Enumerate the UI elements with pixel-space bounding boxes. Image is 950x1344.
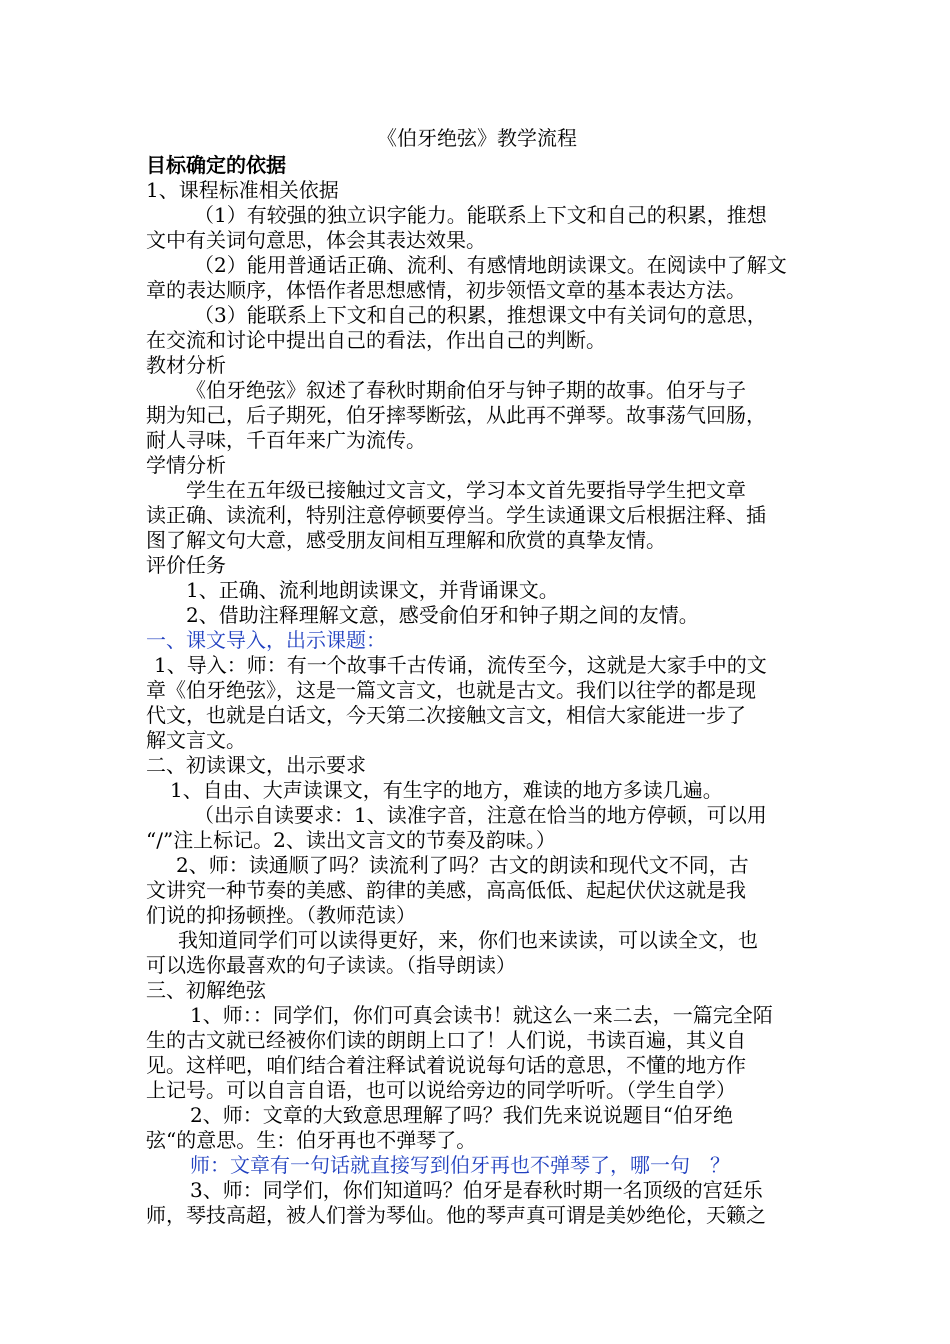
text-line: （2）能用普通话正确、流利、有感情地朗读课文。在阅读中了解文 bbox=[194, 253, 787, 277]
document-page bbox=[146, 124, 808, 1228]
text-line: 解文言文。 bbox=[146, 728, 246, 752]
subsection-heading: 二、初读课文，出示要求 bbox=[146, 753, 366, 777]
text-line: 文中有关词句意思，体会其表达效果。 bbox=[146, 228, 486, 252]
text-line: （1）有较强的独立识字能力。能联系上下文和自己的积累，推想 bbox=[194, 203, 767, 227]
text-line: 1、师：：同学们，你们可真会读书！就这么一来二去，一篇完全陌 bbox=[190, 1003, 773, 1027]
text-line: 图了解文句大意，感受朋友间相互理解和欣赏的真挚友情。 bbox=[146, 528, 666, 552]
text-line: 《伯牙绝弦》叙述了春秋时期俞伯牙与钟子期的故事。伯牙与子 bbox=[186, 378, 746, 402]
text-line: 1、课程标准相关依据 bbox=[146, 178, 339, 202]
text-line: 期为知己，后子期死，伯牙摔琴断弦，从此再不弹琴。故事荡气回肠， bbox=[146, 403, 766, 427]
text-line: 读正确、读流利，特别注意停顿要停当。学生读通课文后根据注释、插 bbox=[146, 503, 766, 527]
section-heading: 目标确定的依据 bbox=[146, 153, 286, 177]
text-line: 章的表达顺序，体悟作者思想感情，初步领悟文章的基本表达方法。 bbox=[146, 278, 746, 302]
subsection-heading: 评价任务 bbox=[146, 553, 226, 577]
text-line: 耐人寻味，千百年来广为流传。 bbox=[146, 428, 426, 452]
document-title: 《伯牙绝弦》教学流程 bbox=[377, 126, 577, 150]
text-line: 我知道同学们可以读得更好，来，你们也来读读，可以读全文，也 bbox=[178, 928, 758, 952]
text-line: 2、师：读通顺了吗？读流利了吗？古文的朗读和现代文不同，古 bbox=[176, 853, 749, 877]
text-line: 1、正确、流利地朗读课文，并背诵课文。 bbox=[186, 578, 559, 602]
text-line: （3）能联系上下文和自己的积累，推想课文中有关词句的意思， bbox=[194, 303, 767, 327]
text-line: 1、导入：师：有一个故事千古传诵，流传至今，这就是大家手中的文 bbox=[154, 653, 767, 677]
text-line: （出示自读要求：1、读准字音，注意在恰当的地方停顿，可以用 bbox=[194, 803, 767, 827]
text-line: 1、自由、大声读课文，有生字的地方，难读的地方多读几遍。 bbox=[170, 778, 723, 802]
text-line: 弦“的意思。生：伯牙再也不弹琴了。 bbox=[146, 1128, 477, 1152]
subsection-heading: 一、课文导入，出示课题： bbox=[146, 628, 386, 652]
text-line: “/”注上标记。2、读出文言文的节奏及韵味。） bbox=[146, 828, 556, 852]
subsection-heading: 学情分析 bbox=[146, 453, 226, 477]
text-line: 3、师：同学们，你们知道吗？伯牙是春秋时期一名顶级的宫廷乐 bbox=[190, 1178, 763, 1202]
text-line: 2、借助注释理解文意，感受俞伯牙和钟子期之间的友情。 bbox=[186, 603, 699, 627]
text-line: 生的古文就已经被你们读的朗朗上口了！人们说，书读百遍，其义自 bbox=[146, 1028, 746, 1052]
subsection-heading: 三、初解绝弦 bbox=[146, 978, 266, 1002]
text-line: 师，琴技高超，被人们誉为琴仙。他的琴声真可谓是美妙绝伦，天籁之 bbox=[146, 1203, 766, 1227]
text-line: 上记号。可以自言自语，也可以说给旁边的同学听听。（学生自学） bbox=[146, 1078, 736, 1102]
text-line: 代文，也就是白话文，今天第二次接触文言文，相信大家能进一步了 bbox=[146, 703, 746, 727]
text-line: 见。这样吧，咱们结合着注释试着说说每句话的意思，不懂的地方作 bbox=[146, 1053, 746, 1077]
text-line: 章《伯牙绝弦》，这是一篇文言文，也就是古文。我们以往学的都是现 bbox=[146, 678, 756, 702]
text-line: 可以选你最喜欢的句子读读。（指导朗读） bbox=[146, 953, 516, 977]
subsection-heading: 教材分析 bbox=[146, 353, 226, 377]
text-line: 在交流和讨论中提出自己的看法，作出自己的判断。 bbox=[146, 328, 606, 352]
text-line: 2、师：文章的大致意思理解了吗？我们先来说说题目“伯牙绝 bbox=[190, 1103, 733, 1127]
text-line: 学生在五年级已接触过文言文，学习本文首先要指导学生把文章 bbox=[186, 478, 746, 502]
text-line: 师：文章有一句话就直接写到伯牙再也不弹琴了，哪一句 ？ bbox=[190, 1153, 730, 1177]
text-line: 文讲究一种节奏的美感、韵律的美感，高高低低、起起伏伏这就是我 bbox=[146, 878, 746, 902]
text-line: 们说的抑扬顿挫。（教师范读） bbox=[146, 903, 416, 927]
